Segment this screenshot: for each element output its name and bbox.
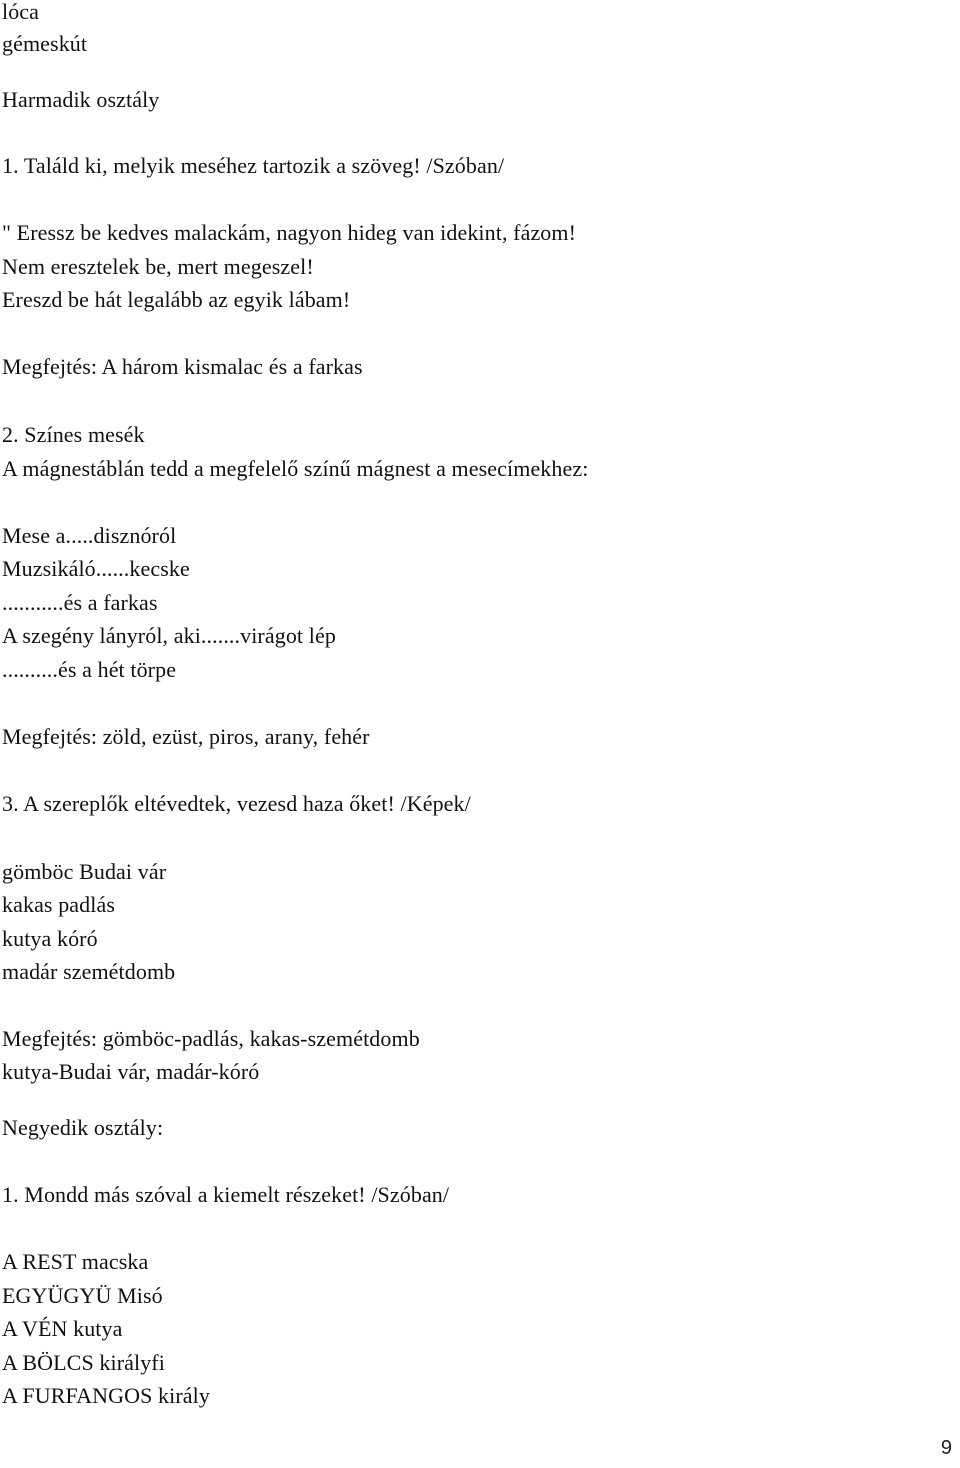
text-line: gémeskút xyxy=(2,31,88,56)
text-line: gömböc Budai vár xyxy=(2,859,167,884)
task-heading: 2. Színes mesék xyxy=(2,422,145,447)
task-heading: 3. A szereplők eltévedtek, vezesd haza őket! /Képek/ xyxy=(2,791,471,816)
text-line: A VÉN kutya xyxy=(2,1316,123,1341)
section-heading: Harmadik osztály xyxy=(2,87,160,112)
text-line: A REST macska xyxy=(2,1249,149,1274)
text-line: Mese a.....disznóról xyxy=(2,523,177,548)
section-heading: Negyedik osztály: xyxy=(2,1115,164,1140)
text-line: EGYÜGYÜ Misó xyxy=(2,1283,163,1308)
answer-line: Megfejtés: A három kismalac és a farkas xyxy=(2,354,363,379)
text-line: Muzsikáló......kecske xyxy=(2,556,190,581)
answer-line: Megfejtés: gömböc-padlás, kakas-szemétdomb xyxy=(2,1026,420,1051)
text-line: " Eressz be kedves malackám, nagyon hideg van idekint, fázom! xyxy=(2,220,577,245)
answer-line: kutya-Budai vár, madár-kóró xyxy=(2,1059,260,1084)
text-line: kutya kóró xyxy=(2,926,98,951)
task-heading: 1. Találd ki, melyik meséhez tartozik a szöveg! /Szóban/ xyxy=(2,153,505,178)
text-line: ...........és a farkas xyxy=(2,590,158,615)
text-line: Ereszd be hát legalább az egyik lábam! xyxy=(2,287,351,312)
answer-line: Megfejtés: zöld, ezüst, piros, arany, fehér xyxy=(2,724,370,749)
text-line: A mágnestáblán tedd a megfelelő színű mágnest a mesecímekhez: xyxy=(2,456,589,481)
text-line: kakas padlás xyxy=(2,892,115,917)
page-number: 9 xyxy=(940,1437,952,1459)
text-line: A BÖLCS királyfi xyxy=(2,1350,165,1375)
text-line: madár szemétdomb xyxy=(2,959,176,984)
text-line: A szegény lányról, aki.......virágot lép xyxy=(2,623,336,648)
text-line: A FURFANGOS király xyxy=(2,1383,210,1408)
text-line: ..........és a hét törpe xyxy=(2,657,177,682)
text-line: lóca xyxy=(2,0,40,24)
text-line: Nem eresztelek be, mert megeszel! xyxy=(2,254,314,279)
task-heading: 1. Mondd más szóval a kiemelt részeket! /Szóban/ xyxy=(2,1182,450,1207)
